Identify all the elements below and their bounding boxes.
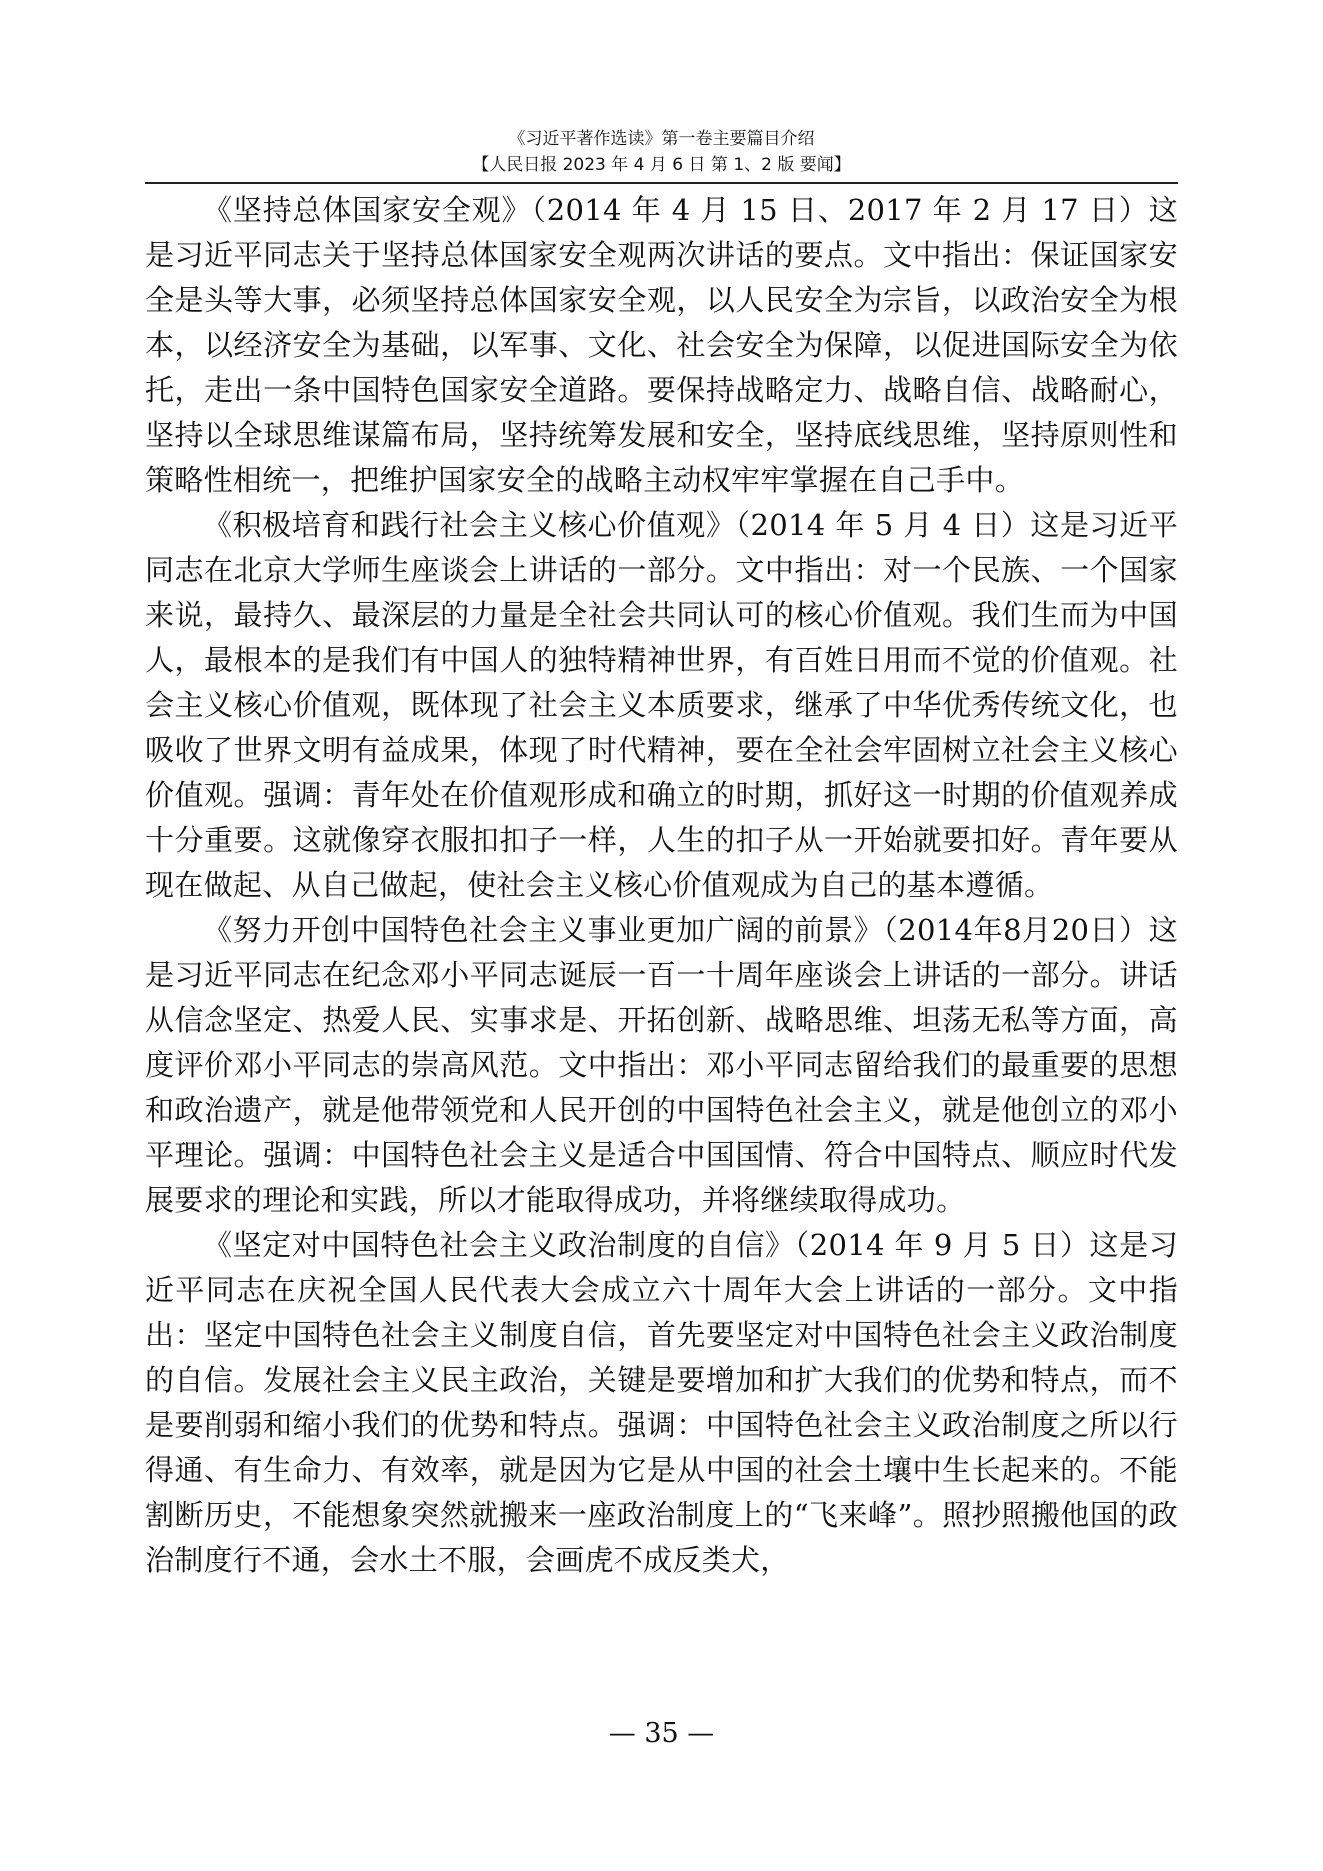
header-title: 《习近平著作选读》第一卷主要篇目介绍 [508,129,815,149]
paragraph-national-security: 《坚持总体国家安全观》（2014 年 4 月 15 日、2017 年 2 月 17 日）这是习近平同志关于坚持总体国家安全观两次讲话的要点。文中指出：保证国家安全是头等大事，必须坚持总体国家安全观，以人民安全为宗旨，以政治安全为根本，以经济安全为基础，以军事、文化、社会安全为保障，以促进国际安全为依托，走出一条中国特色国家安全道路。要保持战略定力、战略自信、战略耐心，坚持以全球思维谋篇布局，坚持统筹发展和安全，坚持底线思维，坚持原则性和策略性相统一，把维护国家安全的战略主动权牢牢掌握在自己手中。 [145,193,1178,497]
page-number: — 35 — [608,1718,715,1749]
document-header [145,126,1178,178]
article-body [145,188,1178,1583]
paragraph-political-system: 《坚定对中国特色社会主义政治制度的自信》（2014 年 9 月 5 日）这是习近平同志在庆祝全国人民代表大会成立六十周年大会上讲话的一部分。文中指出：坚定中国特色社会主义制度自信，首先要坚定对中国特色社会主义政治制度的自信。发展社会主义民主政治，关键是要增加和扩大我们的优势和特点，而不是要削弱和缩小我们的优势和特点。强调：中国特色社会主义政治制度之所以行得通、有生命力、有效率，就是因为它是从中国的社会土壤中生长起来的。不能割断历史，不能想象突然就搬来一座政治制度上的“飞来峰”。照抄照搬他国的政治制度行不通，会水土不服，会画虎不成反类犬， [145,1228,1178,1577]
paragraph-core-values: 《积极培育和践行社会主义核心价值观》（2014 年 5 月 4 日）这是习近平同志在北京大学师生座谈会上讲话的一部分。文中指出：对一个民族、一个国家来说，最持久、最深层的力量是全社会共同认可的核心价值观。我们生而为中国人，最根本的是我们有中国人的独特精神世界，有百姓日用而不觉的价值观。社会主义核心价值观，既体现了社会主义本质要求，继承了中华优秀传统文化，也吸收了世界文明有益成果，体现了时代精神，要在全社会牢固树立社会主义核心价值观。强调：青年处在价值观形成和确立的时期，抓好这一时期的价值观养成十分重要。这就像穿衣服扣扣子一样，人生的扣子从一开始就要扣好。青年要从现在做起、从自己做起，使社会主义核心价值观成为自己的基本遵循。 [145,508,1178,902]
paragraph-socialism-prospects: 《努力开创中国特色社会主义事业更加广阔的前景》（2014年8月20日）这是习近平同志在纪念邓小平同志诞辰一百一十周年座谈会上讲话的一部分。讲话从信念坚定、热爱人民、实事求是、开拓创新、战略思维、坦荡无私等方面，高度评价邓小平同志的崇高风范。文中指出：邓小平同志留给我们的最重要的思想和政治遗产，就是他带领党和人民开创的中国特色社会主义，就是他创立的邓小平理论。强调：中国特色社会主义是适合中国国情、符合中国特点、顺应时代发展要求的理论和实践，所以才能取得成功，并将继续取得成功。 [145,913,1178,1217]
header-divider [145,182,1178,184]
header-source: 【人民日报 2023 年 4 月 6 日 第 1、2 版 要闻】 [472,155,851,175]
